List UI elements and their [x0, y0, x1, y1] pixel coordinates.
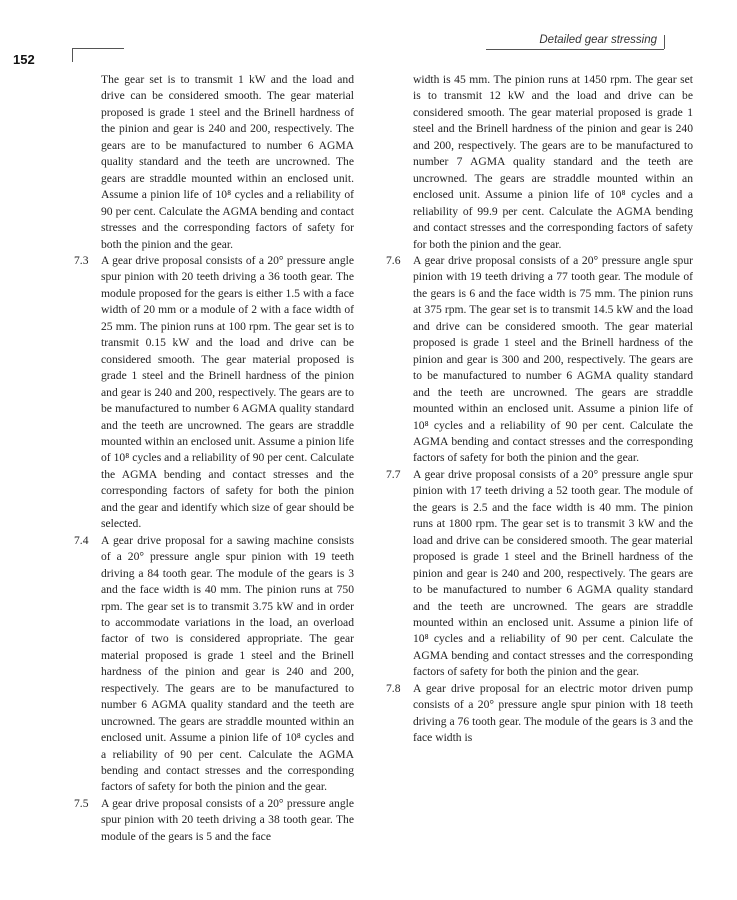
problem-text: A gear drive proposal consists of a 20° pressure angle spur pinion with 17 teeth driving a 52 tooth gear. The module of the gears is 2.5 and the face width is 40 mm. The pinion runs at 1800 rpm. The gear set is to transmit 3 kW and the load and drive can be considered smooth. The gear material proposed is grade 1 steel and the Brinell hardness of the pinion and gear is 240 and 200, respectively. The gears are to be manufactured to number 6 AGMA quality standard and the teeth are uncrowned. The gears are straddle mounted within an enclosed unit. Assume a pinion life of 10⁸ cycles and a reliability of 90 per cent. Calculate the AGMA bending and contact stresses and the corresponding factors of safety for both the pinion and the gear. [413, 467, 693, 679]
problem-text: A gear drive proposal consists of a 20° pressure angle spur pinion with 20 teeth driving a 38 tooth gear. The module of the gears is 5 and the face [101, 796, 354, 843]
problem-7-8 [386, 681, 693, 747]
right-column [386, 72, 693, 747]
problem-7-7 [386, 467, 693, 681]
running-header [0, 30, 737, 67]
problem-number: 7.7 [386, 467, 401, 481]
problem-number: 7.3 [74, 253, 89, 267]
problem-text: A gear drive proposal consists of a 20° pressure angle spur pinion with 20 teeth driving a 36 tooth gear. The module proposed for the gears is either 1.5 with a face width of 20 mm or a module of 2 with a face width of 25 mm. The pinion runs at 100 rpm. The gear set is to transmit 0.15 kW and the load and drive can be considered smooth. The gear material proposed is grade 1 steel and the Brinell hardness of the pinion and gear is 240 and 200, respectively. The gears are to be manufactured to number 6 AGMA quality standard and the teeth are uncrowned. The gears are straddle mounted within an enclosed unit. Assume a pinion life of 10⁸ cycles and a reliability of 90 per cent. Calculate the AGMA bending and contact stresses and the corresponding factors of safety for both the pinion and the gear and identify which size of gear should be selected. [101, 253, 354, 531]
continued-problem-text: width is 45 mm. The pinion runs at 1450 rpm. The gear set is to transmit 12 kW and the load and drive can be considered smooth. The gear material proposed is grade 1 steel and the Brinell hardness of the pinion and gear is 240 and 200, respectively. The gears are to be manufactured to number 7 AGMA quality standard and the teeth are uncrowned. The gears are straddle mounted within an enclosed unit. Assume a pinion life of 10⁸ cycles and a reliability of 99.9 per cent. Calculate the AGMA bending and contact stresses and the corresponding factors of safety for both the pinion and the gear. [413, 73, 693, 251]
header-rule-right-tick [664, 35, 665, 49]
problem-7-5 [74, 796, 354, 845]
problem-number: 7.4 [74, 533, 89, 547]
running-section-title: Detailed gear stressing [539, 34, 657, 46]
problem-number: 7.8 [386, 681, 401, 695]
problem-number: 7.6 [386, 253, 401, 267]
problem-7-3 [74, 253, 354, 533]
problem-text: A gear drive proposal consists of a 20° pressure angle spur pinion with 19 teeth driving a 77 tooth gear. The module of the gears is 6 and the face width is 75 mm. The pinion runs at 375 rpm. The gear set is to transmit 14.5 kW and the load and drive can be considered smooth. The gear material proposed is grade 1 steel and the Brinell hardness of the pinion and gear is 300 and 200, respectively. The gears are to be manufactured to number 6 AGMA quality standard and the teeth are uncrowned. The gears are straddle mounted within an enclosed unit. Assume a pinion life of 10⁸ cycles and a reliability of 90 per cent. Calculate the AGMA bending and contact stresses and the corresponding factors of safety for both the pinion and the gear. [413, 253, 693, 465]
header-rule-left-tick [72, 48, 73, 62]
page-number: 152 [13, 52, 35, 67]
problem-7-6 [386, 253, 693, 467]
problem-text: A gear drive proposal for a sawing machine consists of a 20° pressure angle spur pinion with 19 teeth driving a 84 tooth gear. The module of the gears is 3 and the face width is 40 mm. The pinion runs at 750 rpm. The gear set is to transmit 3.75 kW and in order to accommodate variations in the load, an overload factor of two is considered appropriate. The gear material proposed is grade 1 steel and the Brinell hardness of the pinion and gear is 240 and 200, respectively. The gears are to be manufactured to number 6 AGMA quality standard and the teeth are uncrowned. The gears are straddle mounted within an enclosed unit. Assume a pinion life of 10⁸ cycles and a reliability of 90 per cent. Calculate the AGMA bending and contact stresses and the corresponding factors of safety for both the pinion and the gear. [101, 533, 354, 794]
continued-problem-text: The gear set is to transmit 1 kW and the load and drive can be considered smooth. The gear material proposed is grade 1 steel and the Brinell hardness of the pinion and gear is 240 and 200, respectively. The gears are to be manufactured to number 6 AGMA quality standard and the teeth are uncrowned. The gears are straddle mounted within an enclosed unit. Assume a pinion life of 10⁸ cycles and a reliability of 90 per cent. Calculate the AGMA bending and contact stresses and the corresponding factors of safety for both the pinion and the gear. [101, 73, 354, 251]
header-rule-left [72, 48, 124, 49]
problem-text: A gear drive proposal for an electric motor driven pump consists of a 20° pressure angle spur pinion with 18 teeth driving a 76 tooth gear. The module of the gears is 3 and the face width is [413, 681, 693, 745]
problem-number: 7.5 [74, 796, 89, 810]
left-column [74, 72, 354, 845]
header-rule-right [486, 49, 664, 50]
problem-7-4 [74, 533, 354, 796]
